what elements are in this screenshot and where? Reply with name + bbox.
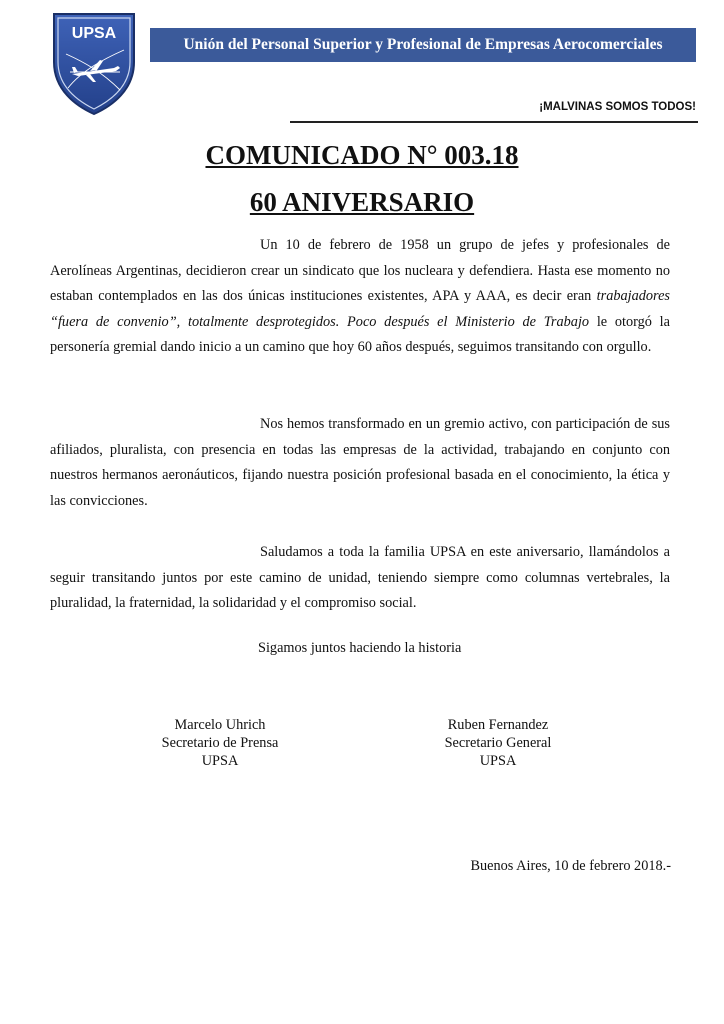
signatory-role: Secretario General: [444, 735, 552, 751]
signatory-name: Marcelo Uhrich: [174, 717, 266, 733]
paragraph-2: [50, 412, 670, 514]
logo-text: UPSA: [71, 25, 117, 42]
dateline: Buenos Aires, 10 de febrero 2018.-: [470, 858, 671, 874]
signature-block-left: [150, 716, 290, 770]
signatory-name: Ruben Fernandez: [447, 717, 549, 733]
upsa-logo: [50, 10, 138, 118]
paragraph-1-italic: trabajadores “fuera de convenio”, totalmente desprotegidos. Poco después el Ministerio de Trabajo: [50, 288, 670, 330]
signature-block-right: [428, 716, 568, 770]
paragraph-1-text-a: Un 10 de febrero de 1958 un grupo de jefes y profesionales de Aerolíneas Argentinas, decidieron crear un sindicato que los nucleara y defendiera. Hasta ese momento no estaban contemplados en las dos únicas instituciones existentes, APA y AAA, es decir eran: [50, 237, 670, 305]
paragraph-1: [50, 233, 670, 361]
header-divider: [290, 121, 698, 123]
paragraph-3-text: Saludamos a toda la familia UPSA en este aniversario, llamándolos a seguir transitando juntos por este camino de unidad, teniendo siempre como columnas vertebrales, la pluralidad, la fraternidad, la solidaridad y el compromiso social.: [50, 544, 670, 612]
signatory-role: Secretario de Prensa: [161, 735, 279, 751]
closing-line: Sigamos juntos haciendo la historia: [258, 640, 462, 656]
paragraph-3: [50, 540, 670, 617]
document-title: COMUNICADO N° 003.18: [205, 140, 519, 170]
signatory-org: UPSA: [201, 753, 239, 769]
slogan: ¡MALVINAS SOMOS TODOS!: [539, 101, 696, 113]
header-banner: Unión del Personal Superior y Profesional de Empresas Aerocomerciales: [150, 28, 696, 62]
signatory-org: UPSA: [479, 753, 517, 769]
paragraph-2-text: Nos hemos transformado en un gremio activo, con participación de sus afiliados, pluralista, con presencia en todas las empresas de la actividad, trabajando en conjunto con nuestros hermanos aeronáuticos, fijando nuestra posición profesional basada en el conocimiento, la ética y las convicciones.: [50, 416, 670, 509]
paragraph-1-text-b: le otorgó la personería gremial dando inicio a un camino que hoy 60 años después, seguimos transitando con orgullo.: [50, 313, 670, 356]
document-subtitle: 60 ANIVERSARIO: [249, 187, 475, 217]
